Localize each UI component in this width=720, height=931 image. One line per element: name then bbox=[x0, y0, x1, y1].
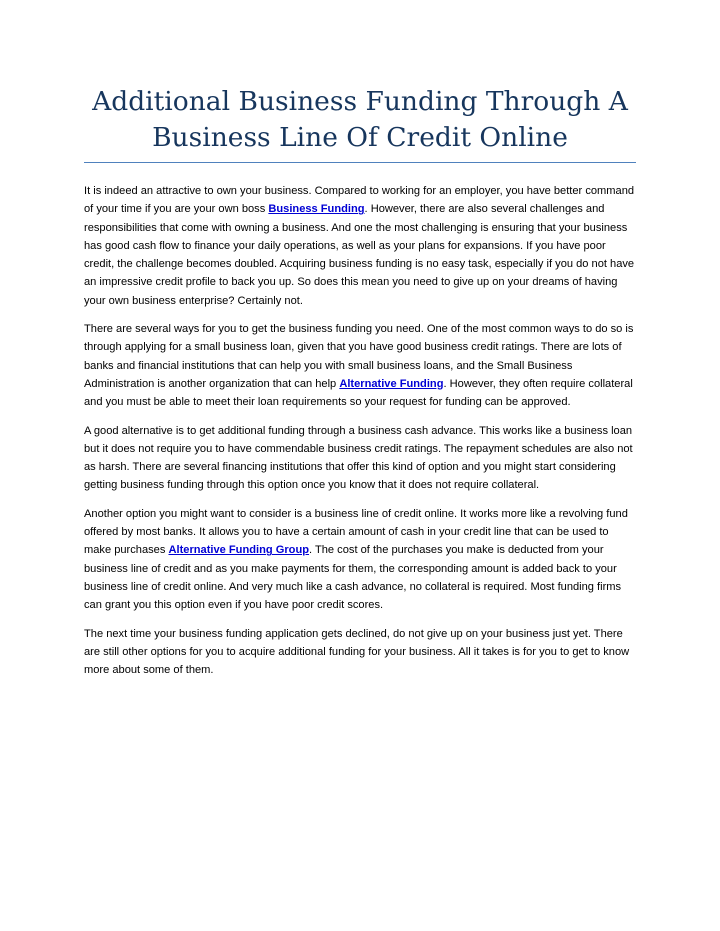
document-body bbox=[84, 182, 636, 679]
paragraph-text: . However, they often require collateral and you must be able to meet their loan requirements so your request for funding can be approved. bbox=[84, 377, 633, 409]
paragraph-4 bbox=[84, 505, 636, 615]
alternative-funding-group-link[interactable]: Alternative Funding Group bbox=[168, 544, 310, 557]
paragraph-3 bbox=[84, 422, 636, 495]
paragraph-1 bbox=[84, 182, 636, 310]
paragraph-text: . The cost of the purchases you make is deducted from your business line of credit and as you make payments for them, the corresponding amount is added back to your business line of credit online. And very much like a cash advance, no collateral is required. Most funding firms can grant you this option even if you have poor credit scores. bbox=[84, 544, 622, 612]
paragraph-5 bbox=[84, 625, 636, 680]
paragraph-text: It is indeed an attractive to own your business. Compared to working for an employer, you have better command of your time if you are your own boss bbox=[84, 185, 635, 216]
paragraph-2 bbox=[84, 320, 636, 411]
paragraph-text: The next time your business funding application gets declined, do not give up on your business just yet. There are still other options for you to acquire additional funding for your business. All it takes is for you to get to know more about some of them. bbox=[84, 627, 630, 677]
paragraph-text: . However, there are also several challenges and responsibilities that come with owning a business. And one the most challenging is ensuring that your business has good cash flow to finance your daily operations, as well as your plans for expansions. If you have poor credit, the challenge becomes doubled. Acquiring business funding is no easy task, especially if you do not have an impressive credit profile to back you up. So does this mean you need to give up on your dreams of having your own business enterprise? Certainly not. bbox=[84, 203, 635, 307]
alternative-funding-link[interactable]: Alternative Funding bbox=[339, 377, 444, 390]
paragraph-text: A good alternative is to get additional funding through a business cash advance. This works like a business loan but it does not require you to have commendable business credit ratings. The repayment schedules are also not as harsh. There are several financing institutions that offer this kind of option and you might start considering getting business funding through this option once you know that it does not require collateral. bbox=[84, 424, 633, 492]
paragraph-text: There are several ways for you to get the business funding you need. One of the most common ways to do so is through applying for a small business loan, given that you have good business credit ratings. There are lots of banks and financial institutions that can help you with small business loans, and the Small Business Administration is another organization that can help bbox=[84, 323, 634, 390]
business-funding-link[interactable]: Business Funding bbox=[268, 203, 365, 216]
document-title: Additional Business Funding Through A Business Line Of Credit Online bbox=[84, 84, 636, 163]
paragraph-text: Another option you might want to consider is a business line of credit online. It works more like a revolving fund offered by most banks. It allows you to have a certain amount of cash in your credit line that can be used to make purchases bbox=[84, 507, 628, 557]
